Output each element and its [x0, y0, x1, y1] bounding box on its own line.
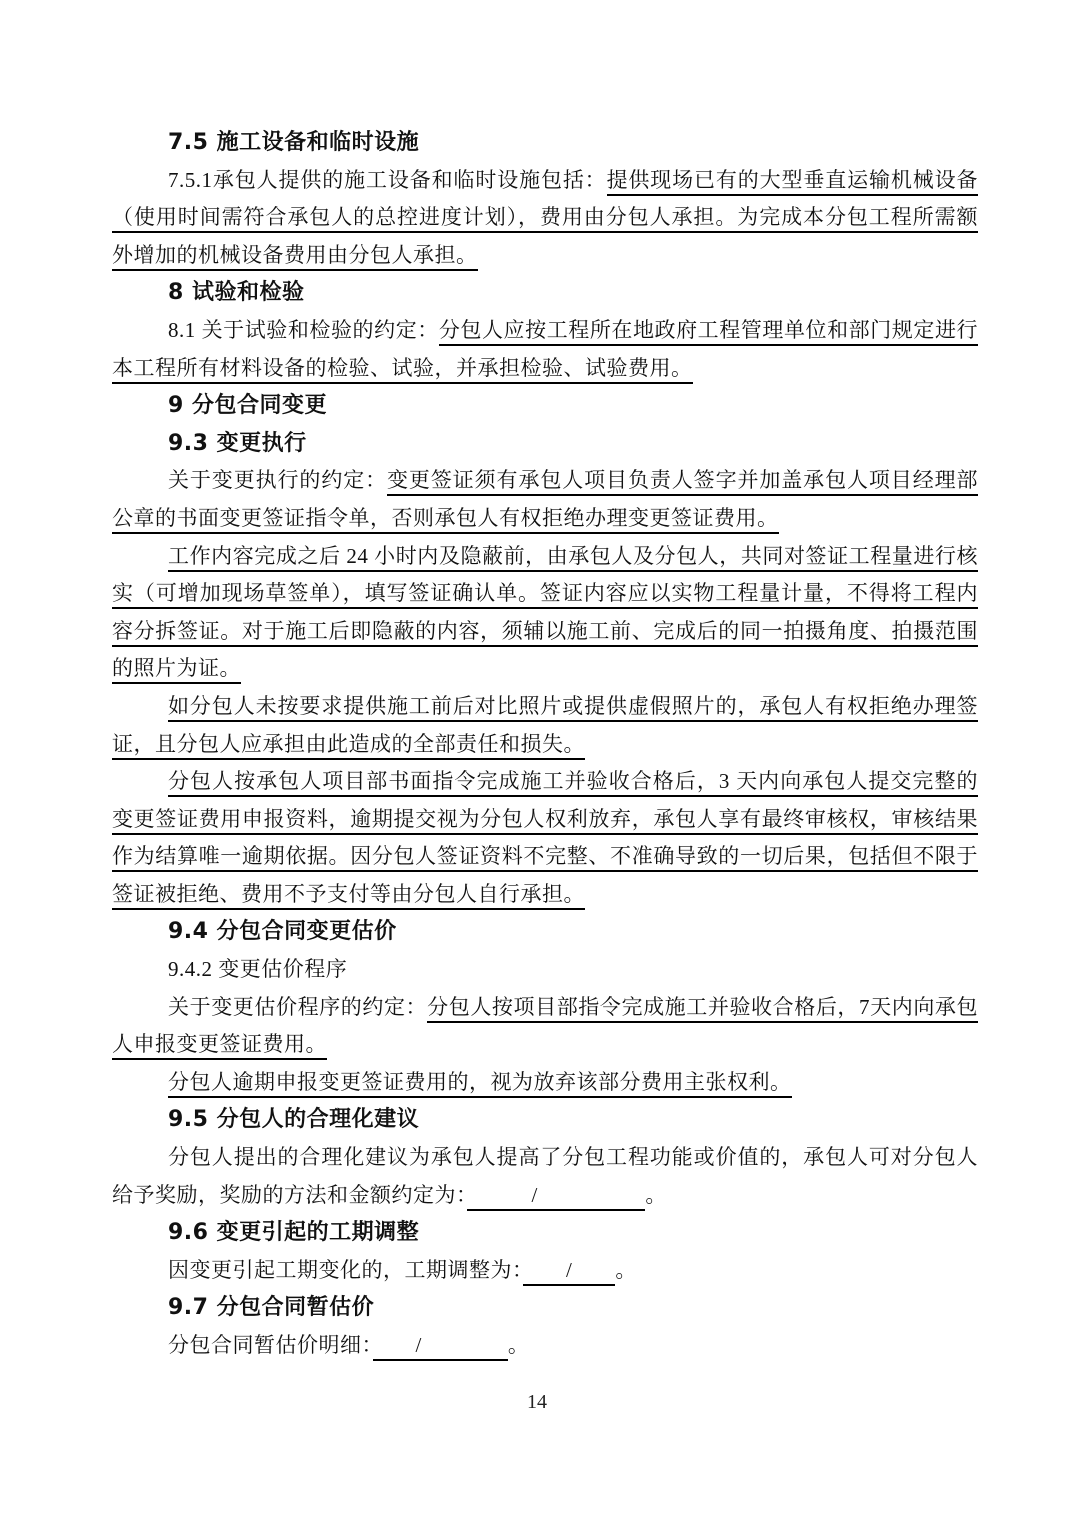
- static-text: 9.3 变更执行: [168, 430, 307, 456]
- paragraph: [112, 1252, 978, 1290]
- section-heading: [168, 387, 978, 425]
- paragraph: [112, 1064, 978, 1102]
- static-text: 。: [615, 1257, 637, 1282]
- static-text: 分包人提出的合理化建议为承包人提高了分包工程功能或价值的，承包人可对分包人给予奖励，奖励的方法和金额约定为：: [112, 1145, 978, 1207]
- section-heading: [168, 124, 978, 162]
- static-text: 9.5 分包人的合理化建议: [168, 1107, 420, 1133]
- paragraph: [112, 312, 978, 387]
- paragraph: [112, 1327, 978, 1365]
- static-text: 8 试验和检验: [168, 280, 305, 306]
- filled-in-underlined-text: /: [523, 1258, 615, 1286]
- static-text: 因变更引起工期变化的，工期调整为：: [168, 1257, 523, 1282]
- filled-in-underlined-text: 分包人逾期申报变更签证费用的，视为放弃该部分费用主张权利。: [168, 1070, 792, 1098]
- static-text: 7.5 施工设备和临时设施: [168, 130, 420, 155]
- section-heading: [168, 274, 978, 312]
- document-body: [112, 124, 978, 1365]
- paragraph: [112, 688, 978, 763]
- static-text: 7.5.1承包人提供的施工设备和临时设施包括：: [168, 167, 607, 192]
- section-heading: [168, 1101, 978, 1139]
- filled-in-underlined-text: 如分包人未按要求提供施工前后对比照片或提供虚假照片的，承包人有权拒绝办理签证，且分包人应承担由此造成的全部责任和损失。: [112, 694, 978, 760]
- static-text: 9.4 分包合同变更估价: [168, 919, 397, 945]
- filled-in-underlined-text: /: [373, 1333, 508, 1361]
- filled-in-underlined-text: 分包人按承包人项目部书面指令完成施工并验收合格后，3 天内向承包人提交完整的变更签证费用申报资料，逾期提交视为分包人权利放弃，承包人享有最终审核权，审核结果作为结算唯一逾期依据。因分包人签证资料不完整、不准确导致的一切后果，包括但不限于签证被拒绝、费用不予支付等由分包人自行承担。: [112, 769, 978, 910]
- paragraph: [112, 162, 978, 275]
- static-text: 关于变更执行的约定：: [168, 468, 388, 493]
- paragraph: [112, 462, 978, 537]
- static-text: 9.4.2 变更估价程序: [168, 957, 348, 982]
- filled-in-underlined-text: 变更签证须有承包人项目负责人签字并加盖承包人项目经理部公章的书面变更签证指令单，否则承包人有权拒绝办理变更签证费用。: [112, 468, 978, 534]
- static-text: 9.6 变更引起的工期调整: [168, 1220, 420, 1246]
- section-heading: [168, 1214, 978, 1252]
- page-number: 14: [527, 1391, 547, 1413]
- paragraph: [112, 989, 978, 1064]
- filled-in-underlined-text: /: [467, 1183, 645, 1211]
- section-heading: [168, 425, 978, 463]
- filled-in-underlined-text: 工作内容完成之后 24 小时内及隐蔽前，由承包人及分包人，共同对签证工程量进行核实（可增加现场草签单），填写签证确认单。签证内容应以实物工程量计量，不得将工程内容分拆签证。对于施工后即隐蔽的内容，须辅以施工前、完成后的同一拍摄角度、拍摄范围的照片为证。: [112, 544, 978, 685]
- static-text: 关于变更估价程序的约定：: [168, 994, 428, 1019]
- static-text: 9 分包合同变更: [168, 393, 327, 419]
- static-text: 9.7 分包合同暂估价: [168, 1295, 375, 1321]
- paragraph: [112, 538, 978, 688]
- static-text: 。: [645, 1182, 667, 1207]
- filled-in-underlined-text: 分包人应按工程所在地政府工程管理单位和部门规定进行本工程所有材料设备的检验、试验，并承担检验、试验费用。: [112, 318, 978, 384]
- section-heading: [168, 913, 978, 951]
- paragraph: [112, 951, 978, 989]
- paragraph: [112, 1139, 978, 1214]
- static-text: 。: [507, 1333, 530, 1357]
- static-text: 分包合同暂估价明细：: [168, 1333, 373, 1357]
- filled-in-underlined-text: 分包人按项目部指令完成施工并验收合格后，7天内向承包人申报变更签证费用。: [112, 995, 978, 1061]
- static-text: 8.1 关于试验和检验的约定：: [168, 317, 439, 342]
- section-heading: [168, 1289, 978, 1327]
- paragraph: [112, 763, 978, 913]
- filled-in-underlined-text: 提供现场已有的大型垂直运输机械设备（使用时间需符合承包人的总控进度计划），费用由分包人承担。为完成本分包工程所需额外增加的机械设备费用由分包人承担。: [112, 168, 978, 271]
